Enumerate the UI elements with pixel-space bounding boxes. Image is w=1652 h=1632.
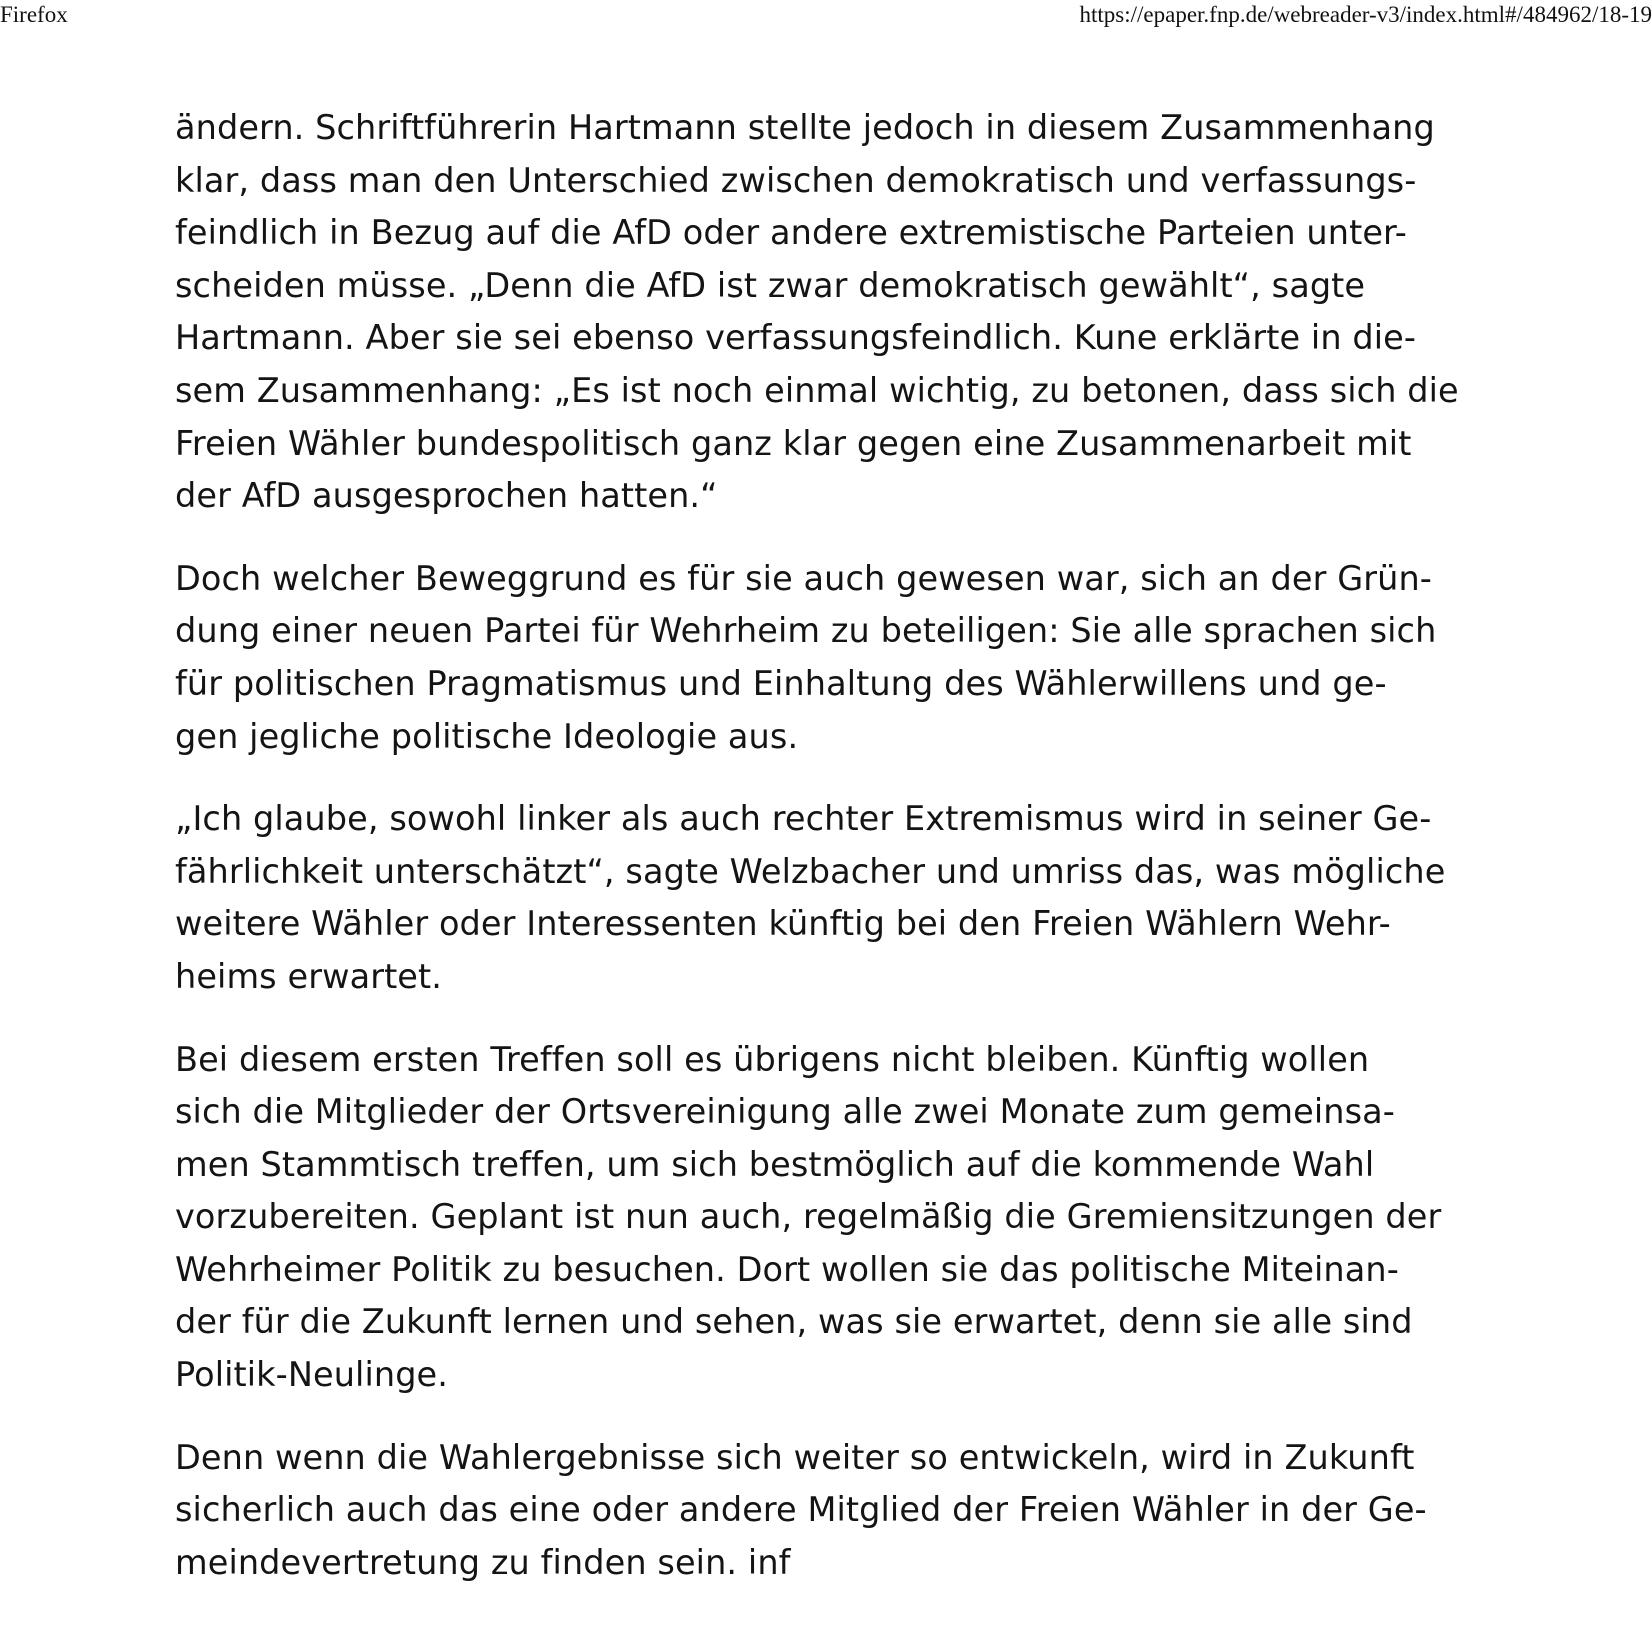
article-paragraph (175, 793, 1505, 1003)
text-line: Doch welcher Beweggrund es für sie auch gewesen war, sich an der Grün- (175, 558, 1432, 598)
app-name: Firefox (0, 2, 68, 27)
text-line: dung einer neuen Partei für Wehrheim zu beteiligen: Sie alle sprachen sich (175, 611, 1437, 651)
text-line: weitere Wähler oder Interessenten künftig bei den Freien Wählern Wehr- (175, 904, 1391, 944)
text-line: heims erwartet. (175, 956, 442, 996)
text-line: fährlichkeit unterschätzt“, sagte Welzbacher und umriss das, was mögliche (175, 851, 1446, 891)
page-url: https://epaper.fnp.de/webreader-v3/index.html#/484962/18-19 (1079, 2, 1652, 27)
text-line: scheiden müsse. „Denn die AfD ist zwar demokratisch gewählt“, sagte (175, 265, 1366, 305)
text-line: Wehrheimer Politik zu besuchen. Dort wollen sie das politische Miteinan- (175, 1249, 1399, 1289)
text-line: gen jegliche politische Ideologie aus. (175, 716, 799, 756)
text-line: sich die Mitglieder der Ortsvereinigung alle zwei Monate zum gemeinsa- (175, 1092, 1395, 1132)
article-paragraph (175, 553, 1505, 763)
text-line: klar, dass man den Unterschied zwischen demokratisch und verfassungs- (175, 160, 1417, 200)
text-line: men Stammtisch treffen, um sich bestmöglich auf die kommende Wahl (175, 1144, 1375, 1184)
text-line: meindevertretung zu finden sein. inf (175, 1542, 791, 1582)
text-line: Hartmann. Aber sie sei ebenso verfassungsfeindlich. Kune erklärte in die- (175, 318, 1417, 358)
text-line: Politik-Neulinge. (175, 1355, 449, 1395)
text-line: ändern. Schriftführerin Hartmann stellte jedoch in diesem Zusammenhang (175, 108, 1435, 147)
text-line: der AfD ausgesprochen hatten.“ (175, 476, 718, 516)
article-paragraph (175, 1034, 1505, 1402)
text-line: „Ich glaube, sowohl linker als auch rechter Extremismus wird in seiner Ge- (175, 799, 1432, 839)
text-line: sem Zusammenhang: „Es ist noch einmal wichtig, zu betonen, dass sich die (175, 370, 1459, 410)
article-body (175, 102, 1505, 1619)
text-line: vorzubereiten. Geplant ist nun auch, regelmäßig die Gremiensitzungen der (175, 1197, 1442, 1237)
text-line: der für die Zukunft lernen und sehen, was sie erwartet, denn sie alle sind (175, 1302, 1413, 1342)
text-line: Bei diesem ersten Treffen soll es übrigens nicht bleiben. Künftig wollen (175, 1039, 1370, 1079)
text-line: Denn wenn die Wahlergebnisse sich weiter so entwickeln, wird in Zukunft (175, 1437, 1415, 1477)
article-paragraph (175, 102, 1505, 523)
text-line: sicherlich auch das eine oder andere Mitglied der Freien Wähler in der Ge- (175, 1490, 1427, 1530)
text-line: Freien Wähler bundespolitisch ganz klar gegen eine Zusammenarbeit mit (175, 423, 1412, 463)
article-paragraph (175, 1432, 1505, 1590)
print-header (0, 0, 1652, 40)
text-line: feindlich in Bezug auf die AfD oder andere extremistische Parteien unter- (175, 213, 1407, 253)
text-line: für politischen Pragmatismus und Einhaltung des Wählerwillens und ge- (175, 663, 1387, 703)
